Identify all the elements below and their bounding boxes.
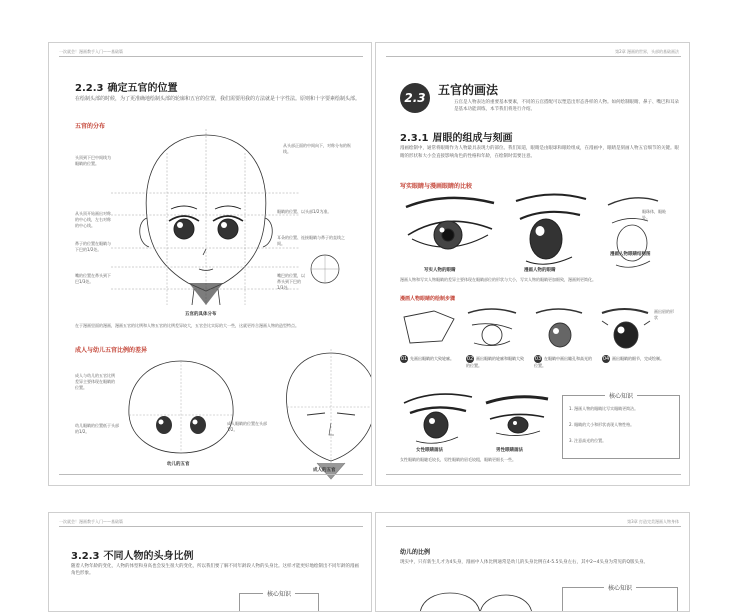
section-number: 2.2.3 bbox=[75, 83, 104, 94]
section-title-text: 不同人物的头身比例 bbox=[103, 551, 194, 562]
intro-paragraph: 在绘制头部的时候，为了更准确地绘制头部的轮廓和五官的位置，我们需要用我的方法就是十字性法。原则和十字要素绘制头部。 bbox=[75, 96, 361, 102]
step-1 bbox=[400, 355, 460, 363]
header-rule bbox=[59, 526, 363, 527]
caption-male-eye: 男性眼睛画法 bbox=[496, 448, 523, 453]
knowledge-item-1: 1. 漫画人物的眼睛比写实眼睛更简洁。 bbox=[569, 406, 639, 411]
section-title bbox=[71, 547, 193, 562]
child-ratio-drawing bbox=[376, 513, 690, 612]
knowledge-title: 核心知识 bbox=[263, 589, 295, 598]
step-4 bbox=[602, 355, 672, 363]
note-left-h: 嘴的位置在鼻头到下巴1/3处。 bbox=[75, 273, 111, 284]
step-text: 在眼睛中画出瞳孔和高光的位置。 bbox=[534, 356, 592, 368]
running-header: 一次就会！漫画教手入门——基础篇 bbox=[59, 519, 123, 524]
subheading-eye-steps: 漫画人物眼睛的绘制步骤 bbox=[400, 296, 456, 302]
paragraph-2: 在于漫画里面的漫画，漫画五官的比例和人物五官的比例差异较大，五官会比实际的大一些，这就更符合漫画人物的造型特点。 bbox=[75, 323, 299, 328]
step-number: 03 bbox=[534, 356, 542, 362]
section-paragraph: 随着人物年龄的变化，人物的体型和身高也会发生很大的变化，所以我们要了解不同年龄段人物的头身比。这样才能更好地绘制出不同年龄的漫画角色形象。 bbox=[71, 564, 359, 576]
note-left-g: 鼻子的位置在眼睛与下巴的1/2处。 bbox=[75, 241, 111, 252]
step-2 bbox=[466, 355, 526, 369]
knowledge-item-3: 3. 注意高光的位置。 bbox=[569, 438, 607, 443]
note-brow: 画出眉的形状 bbox=[654, 309, 674, 320]
running-header: 第2章 漫画的世界，头部的基础画法 bbox=[615, 49, 679, 54]
section-number: 3.2.3 bbox=[71, 551, 100, 562]
running-header: 一次就会！漫画教手入门——基础篇 bbox=[59, 49, 123, 54]
step-text: 画出眼睛的细节，完成绘制。 bbox=[612, 356, 664, 361]
running-header: 第3章 打造完美漫画人物身体 bbox=[627, 519, 679, 524]
note-eye-structure: 眼珠体，眼睑处。 bbox=[642, 209, 666, 220]
chapter-title: 五官的画法 bbox=[438, 83, 499, 97]
section-paragraph: 漫画绘制中，通常将眼睛作为人物最具表现力的部位。我们知道，眼睛是由眼球和眼睑组成，在漫画中，眼睛是刻画人物五官细节的关键。眼睛的形状和大小会直接影响角色的性格和年龄，在绘制时需要注意。 bbox=[400, 146, 679, 159]
caption-adult: 成人的五官 bbox=[313, 468, 336, 473]
subheading-child-adult: 成人与幼儿五官比例的差异 bbox=[75, 347, 148, 354]
section-title-text: 眉眼的组成与刻画 bbox=[432, 133, 513, 144]
note-right-e: 耳朵的位置、连接眼睛与鼻子的直线之间。 bbox=[277, 235, 345, 246]
note-right-b: 从头部正面的中间向下，对称分布的纵线。 bbox=[283, 143, 351, 154]
note-left-c: 从头顶开始画出对称的中心线，左右对称的中心线。 bbox=[75, 211, 111, 228]
section-title-text: 确定五官的位置 bbox=[107, 83, 178, 94]
page-bottom-left bbox=[48, 512, 372, 612]
step-number: 01 bbox=[400, 356, 408, 362]
subheading-face-layout: 五官的分布 bbox=[75, 123, 106, 130]
caption-female-eye: 女性眼睛画法 bbox=[416, 448, 443, 453]
caption-child: 幼儿的五官 bbox=[167, 462, 190, 467]
chapter-intro: 五官是人物表达的重要基本要素，不同的五官搭配可以塑造出形态各样的人物。如何绘制眼睛、鼻子、嘴巴和耳朵是基本功能训练，本节我们将进行介绍。 bbox=[454, 100, 679, 112]
footer-rule bbox=[386, 474, 681, 475]
chapter-badge: 2.3 bbox=[400, 83, 430, 113]
subheading-child-ratio: 幼儿的比例 bbox=[400, 549, 431, 556]
step-number: 04 bbox=[602, 356, 610, 362]
step-text: 画出眼睛的轮廓和眼睛大致的位置。 bbox=[466, 356, 524, 368]
section-number: 2.3.1 bbox=[400, 133, 429, 144]
note-right-d: 眼睛的位置、以头部1/2为准。 bbox=[277, 209, 332, 214]
note-left-a: 头顶到下巴中间线为眼睛的位置。 bbox=[75, 155, 111, 166]
footer-rule bbox=[59, 474, 363, 475]
page-top-left bbox=[48, 42, 372, 486]
caption-real-eye: 写实人物的眼睛 bbox=[424, 268, 456, 273]
page-bottom-right bbox=[375, 512, 690, 612]
knowledge-box bbox=[562, 395, 680, 459]
caption-eye-structure: 漫画人物眼睛结构图 bbox=[610, 252, 651, 257]
knowledge-box bbox=[239, 593, 319, 612]
face-caption: 五官的具体分布 bbox=[185, 312, 217, 317]
note-female-male: 女性眼睛的眼睫毛较长，男性眼睛的眉毛较粗，眼睛更细长一些。 bbox=[400, 457, 516, 462]
subheading-eye-compare: 写实眼睛与漫画眼睛的比较 bbox=[400, 183, 473, 190]
step-3 bbox=[534, 355, 594, 369]
child-adult-heads bbox=[49, 43, 372, 486]
note-child-2: 幼儿眼睛的位置低于头部的1/2。 bbox=[75, 423, 119, 434]
note-right-f: 嘴巴的位置，以鼻头到下巴的1/3处。 bbox=[277, 273, 305, 290]
knowledge-title: 核心知识 bbox=[604, 583, 636, 592]
knowledge-title: 核心知识 bbox=[605, 391, 637, 400]
step-number: 02 bbox=[466, 356, 474, 362]
section-paragraph: 现实中，只有新生儿才为4头身，漫画中人体比例通常是幼儿的头身比例在4-5.5头身左右，其中2~4头身为常见的Q版头身。 bbox=[400, 560, 649, 565]
page-top-right bbox=[375, 42, 690, 486]
knowledge-item-2: 2. 眼睛的大小和形状表现人物性格。 bbox=[569, 422, 635, 427]
step-text: 先画出眼睛的大致轮廓。 bbox=[410, 356, 454, 361]
caption-manga-eye: 漫画人物的眼睛 bbox=[524, 268, 556, 273]
note-child-1: 成人与幼儿的五官比例差异主要体现在眼睛的位置。 bbox=[75, 373, 115, 390]
note-adult: 成人眼睛的位置在头部1/2。 bbox=[227, 421, 267, 432]
compare-paragraph: 漫画人物和写实人物眼睛的差异主要体现在眼睛部位的形状与大小，写实人物的眼睛更加细致，漫画则更简化。 bbox=[400, 277, 596, 282]
